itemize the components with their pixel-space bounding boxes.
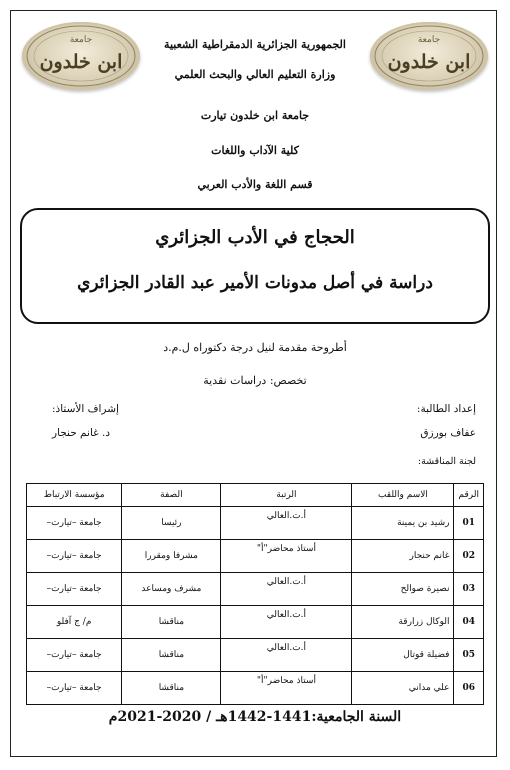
- row-number: 06: [454, 672, 484, 705]
- row-role: مشرفا ومقررا: [122, 540, 221, 573]
- logo-main-text: ابن خلدون: [39, 51, 123, 73]
- degree-statement: أطروحة مقدمة لنيل درجة دكتوراه ل.م.د: [163, 341, 347, 354]
- row-role: مناقشا: [122, 672, 221, 705]
- thesis-title: الحجاج في الأدب الجزائري: [155, 227, 355, 248]
- row-affiliation: جامعة –تيارت–: [27, 507, 122, 540]
- header-role: الصفة: [122, 484, 221, 507]
- logo-main-text: ابن خلدون: [387, 51, 471, 73]
- committee-table: [26, 483, 484, 705]
- committee-header-row: [27, 484, 484, 507]
- thesis-subtitle: دراسة في أصل مدونات الأمير عبد القادر الجزائري: [77, 273, 433, 293]
- table-row: [27, 672, 484, 705]
- university-logo-left: [22, 22, 140, 90]
- logo-arc-text: جامعة: [417, 35, 441, 45]
- row-rank: أ.ت.العالي: [221, 573, 352, 606]
- row-affiliation: م/ ج آفلو: [27, 606, 122, 639]
- student-label: إعداد الطالبة:: [416, 403, 476, 415]
- thesis-title-box: [20, 208, 490, 324]
- table-row: [27, 540, 484, 573]
- supervisor-label: إشراف الأستاذ:: [52, 403, 119, 415]
- row-name: نصيرة صوالح: [352, 573, 454, 606]
- row-name: فضيلة قوتال: [352, 639, 454, 672]
- header-number: الرقم: [454, 484, 484, 507]
- table-row: [27, 573, 484, 606]
- table-row: [27, 606, 484, 639]
- university-logo-right: [370, 22, 488, 90]
- row-affiliation: جامعة –تيارت–: [27, 672, 122, 705]
- row-rank: أستاذ محاضر"أ": [221, 672, 352, 705]
- header-affiliation: مؤسسة الارتباط: [27, 484, 122, 507]
- row-name: علي مداني: [352, 672, 454, 705]
- row-rank: أ.ت.العالي: [221, 507, 352, 540]
- row-role: مناقشا: [122, 639, 221, 672]
- row-number: 02: [454, 540, 484, 573]
- row-rank: أ.ت.العالي: [221, 639, 352, 672]
- row-role: رئيسا: [122, 507, 221, 540]
- university-seal-icon: [370, 22, 488, 90]
- header-university: جامعة ابن خلدون تيارت: [200, 109, 310, 122]
- academic-year: السنة الجامعية:1441-1442هـ / 2020-2021م: [108, 709, 402, 725]
- specialty: تخصص: دراسات نقدية: [203, 374, 307, 387]
- row-name: الوكال زرارقة: [352, 606, 454, 639]
- header-rank: الرتبة: [221, 484, 352, 507]
- table-row: [27, 507, 484, 540]
- header-faculty: كلية الآداب واللغات: [211, 144, 299, 157]
- row-role: مناقشا: [122, 606, 221, 639]
- supervisor-name: د. غانم حنجار: [52, 427, 110, 439]
- row-number: 01: [454, 507, 484, 540]
- row-affiliation: جامعة –تيارت–: [27, 540, 122, 573]
- row-affiliation: جامعة –تيارت–: [27, 573, 122, 606]
- row-name: غانم حنجار: [352, 540, 454, 573]
- header-republic: الجمهورية الجزائرية الدمقراطية الشعبية: [164, 38, 346, 51]
- logo-arc-text: جامعة: [69, 35, 93, 45]
- row-number: 03: [454, 573, 484, 606]
- university-seal-icon: [22, 22, 140, 90]
- header-ministry: وزارة التعليم العالي والبحث العلمي: [174, 68, 336, 81]
- header-department: قسم اللغة والأدب العربي: [197, 178, 313, 191]
- row-rank: أستاذ محاضر"أ": [221, 540, 352, 573]
- table-row: [27, 639, 484, 672]
- committee-label: لجنة المناقشة:: [417, 456, 476, 467]
- row-name: رشيد بن يمينة: [352, 507, 454, 540]
- row-number: 04: [454, 606, 484, 639]
- row-number: 05: [454, 639, 484, 672]
- row-affiliation: جامعة –تيارت–: [27, 639, 122, 672]
- student-name: عفاف بورزق: [420, 427, 476, 439]
- row-role: مشرف ومساعد: [122, 573, 221, 606]
- row-rank: أ.ت.العالي: [221, 606, 352, 639]
- header-name: الاسم واللقب: [352, 484, 454, 507]
